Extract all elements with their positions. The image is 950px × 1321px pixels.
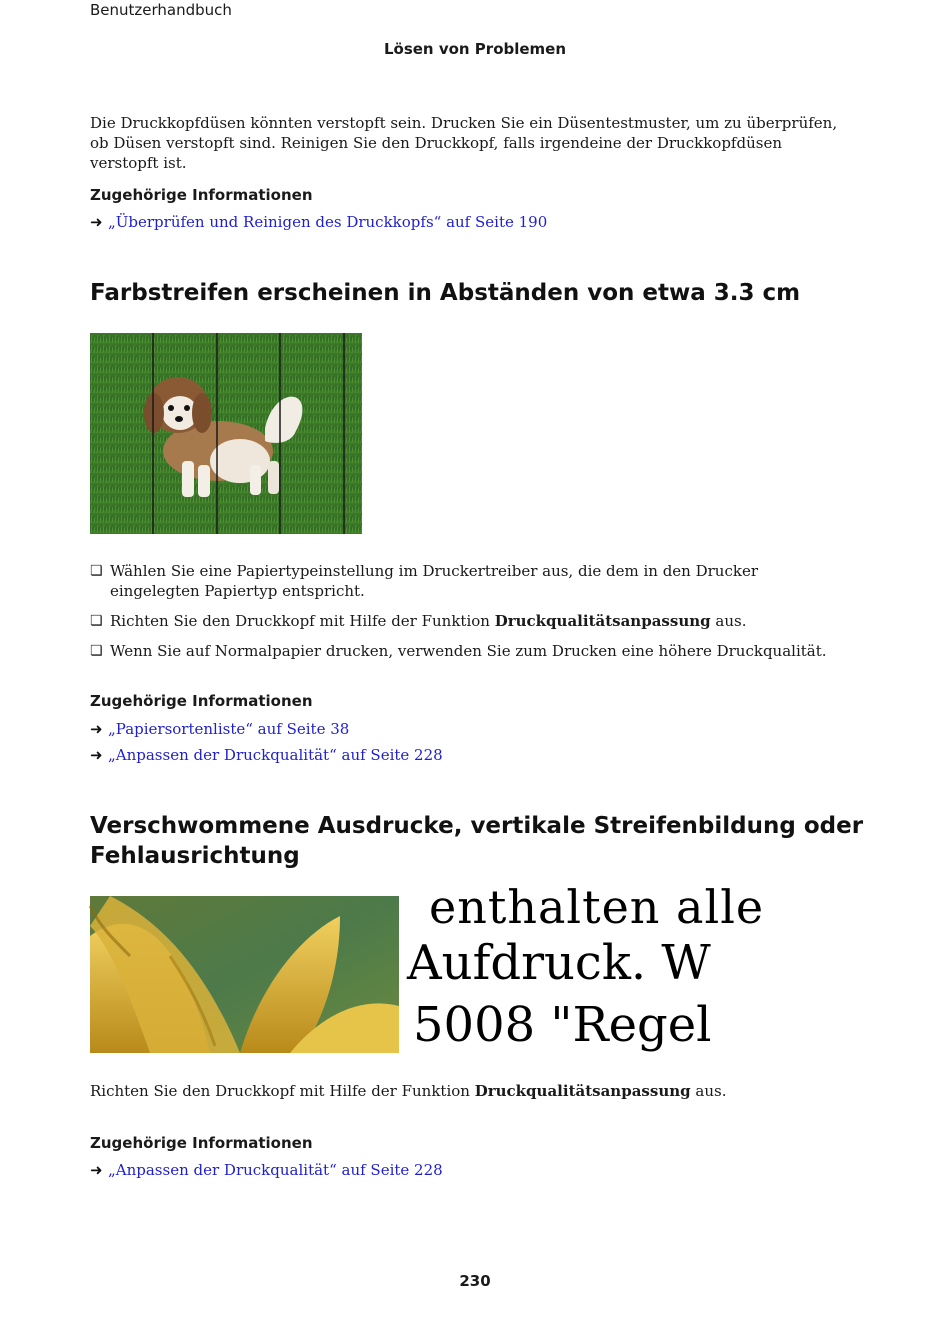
arrow-right-icon: ➜ xyxy=(90,720,103,738)
section-heading-color-stripes: Farbstreifen erscheinen in Abständen von etwa 3.3 cm xyxy=(90,280,801,306)
list-item xyxy=(90,561,850,601)
section-heading-line: Fehlausrichtung xyxy=(90,843,300,869)
related-info-heading: Zugehörige Informationen xyxy=(90,1134,313,1152)
list-item xyxy=(90,641,850,661)
paragraph-text: Richten Sie den Druckkopf mit Hilfe der Funktion xyxy=(90,1082,475,1100)
header-manual-title: Benutzerhandbuch xyxy=(90,1,232,19)
sample-text-line: enthalten alle xyxy=(429,880,765,934)
related-link[interactable] xyxy=(90,1161,443,1179)
troubleshooting-bullet-list xyxy=(90,561,850,671)
section-heading-line: Verschwommene Ausdrucke, vertikale Streifenbildung oder xyxy=(90,813,864,839)
section2-paragraph xyxy=(90,1081,850,1101)
dog-photo-banding-illustration xyxy=(90,333,362,534)
related-info-heading: Zugehörige Informationen xyxy=(90,186,313,204)
related-link[interactable] xyxy=(90,213,547,231)
related-link[interactable] xyxy=(90,746,443,764)
bullet-bold-text: Druckqualitätsanpassung xyxy=(494,612,711,630)
checkbox-bullet-icon: ❏ xyxy=(90,643,103,659)
related-info-heading: Zugehörige Informationen xyxy=(90,692,313,710)
sample-text-line: Aufdruck. W xyxy=(407,935,711,991)
section-heading-blurry-prints xyxy=(90,811,890,871)
related-link-text[interactable]: „Überprüfen und Reinigen des Druckkopfs“ auf Seite 190 xyxy=(108,213,548,231)
misaligned-text-sample-illustration xyxy=(407,880,765,1055)
paragraph-text: aus. xyxy=(690,1082,727,1100)
checkbox-bullet-icon: ❏ xyxy=(90,613,103,629)
related-link-text[interactable]: „Anpassen der Druckqualität“ auf Seite 228 xyxy=(108,1161,443,1179)
bullet-text: aus. xyxy=(710,612,747,630)
arrow-right-icon: ➜ xyxy=(90,1161,103,1179)
related-link-text[interactable]: „Papiersortenliste“ auf Seite 38 xyxy=(108,720,350,738)
sample-text-line: 5008 "Regel xyxy=(413,997,712,1053)
page-number: 230 xyxy=(459,1272,491,1290)
related-link-text[interactable]: „Anpassen der Druckqualität“ auf Seite 228 xyxy=(108,746,443,764)
checkbox-bullet-icon: ❏ xyxy=(90,563,103,579)
arrow-right-icon: ➜ xyxy=(90,213,103,231)
bullet-text: Richten Sie den Druckkopf mit Hilfe der Funktion xyxy=(110,612,495,630)
header-chapter-title: Lösen von Problemen xyxy=(383,40,567,58)
bullet-text: Wählen Sie eine Papiertypeinstellung im Druckertreiber aus, die dem in den Drucker eingelegten Papiertyp entspricht. xyxy=(110,562,759,600)
list-item xyxy=(90,611,850,631)
paragraph-bold-text: Druckqualitätsanpassung xyxy=(474,1082,691,1100)
flower-photo-blur-illustration xyxy=(90,896,399,1053)
bullet-text: Wenn Sie auf Normalpapier drucken, verwenden Sie zum Drucken eine höhere Druckqualität. xyxy=(110,642,827,660)
intro-paragraph: Die Druckkopfdüsen könnten verstopft sein. Drucken Sie ein Düsentestmuster, um zu überprüfen, ob Düsen verstopft sind. Reinigen Sie den Druckkopf, falls irgendeine der Druckkopfdüsen verstopft ist. xyxy=(90,114,838,172)
related-link[interactable] xyxy=(90,720,349,738)
arrow-right-icon: ➜ xyxy=(90,746,103,764)
